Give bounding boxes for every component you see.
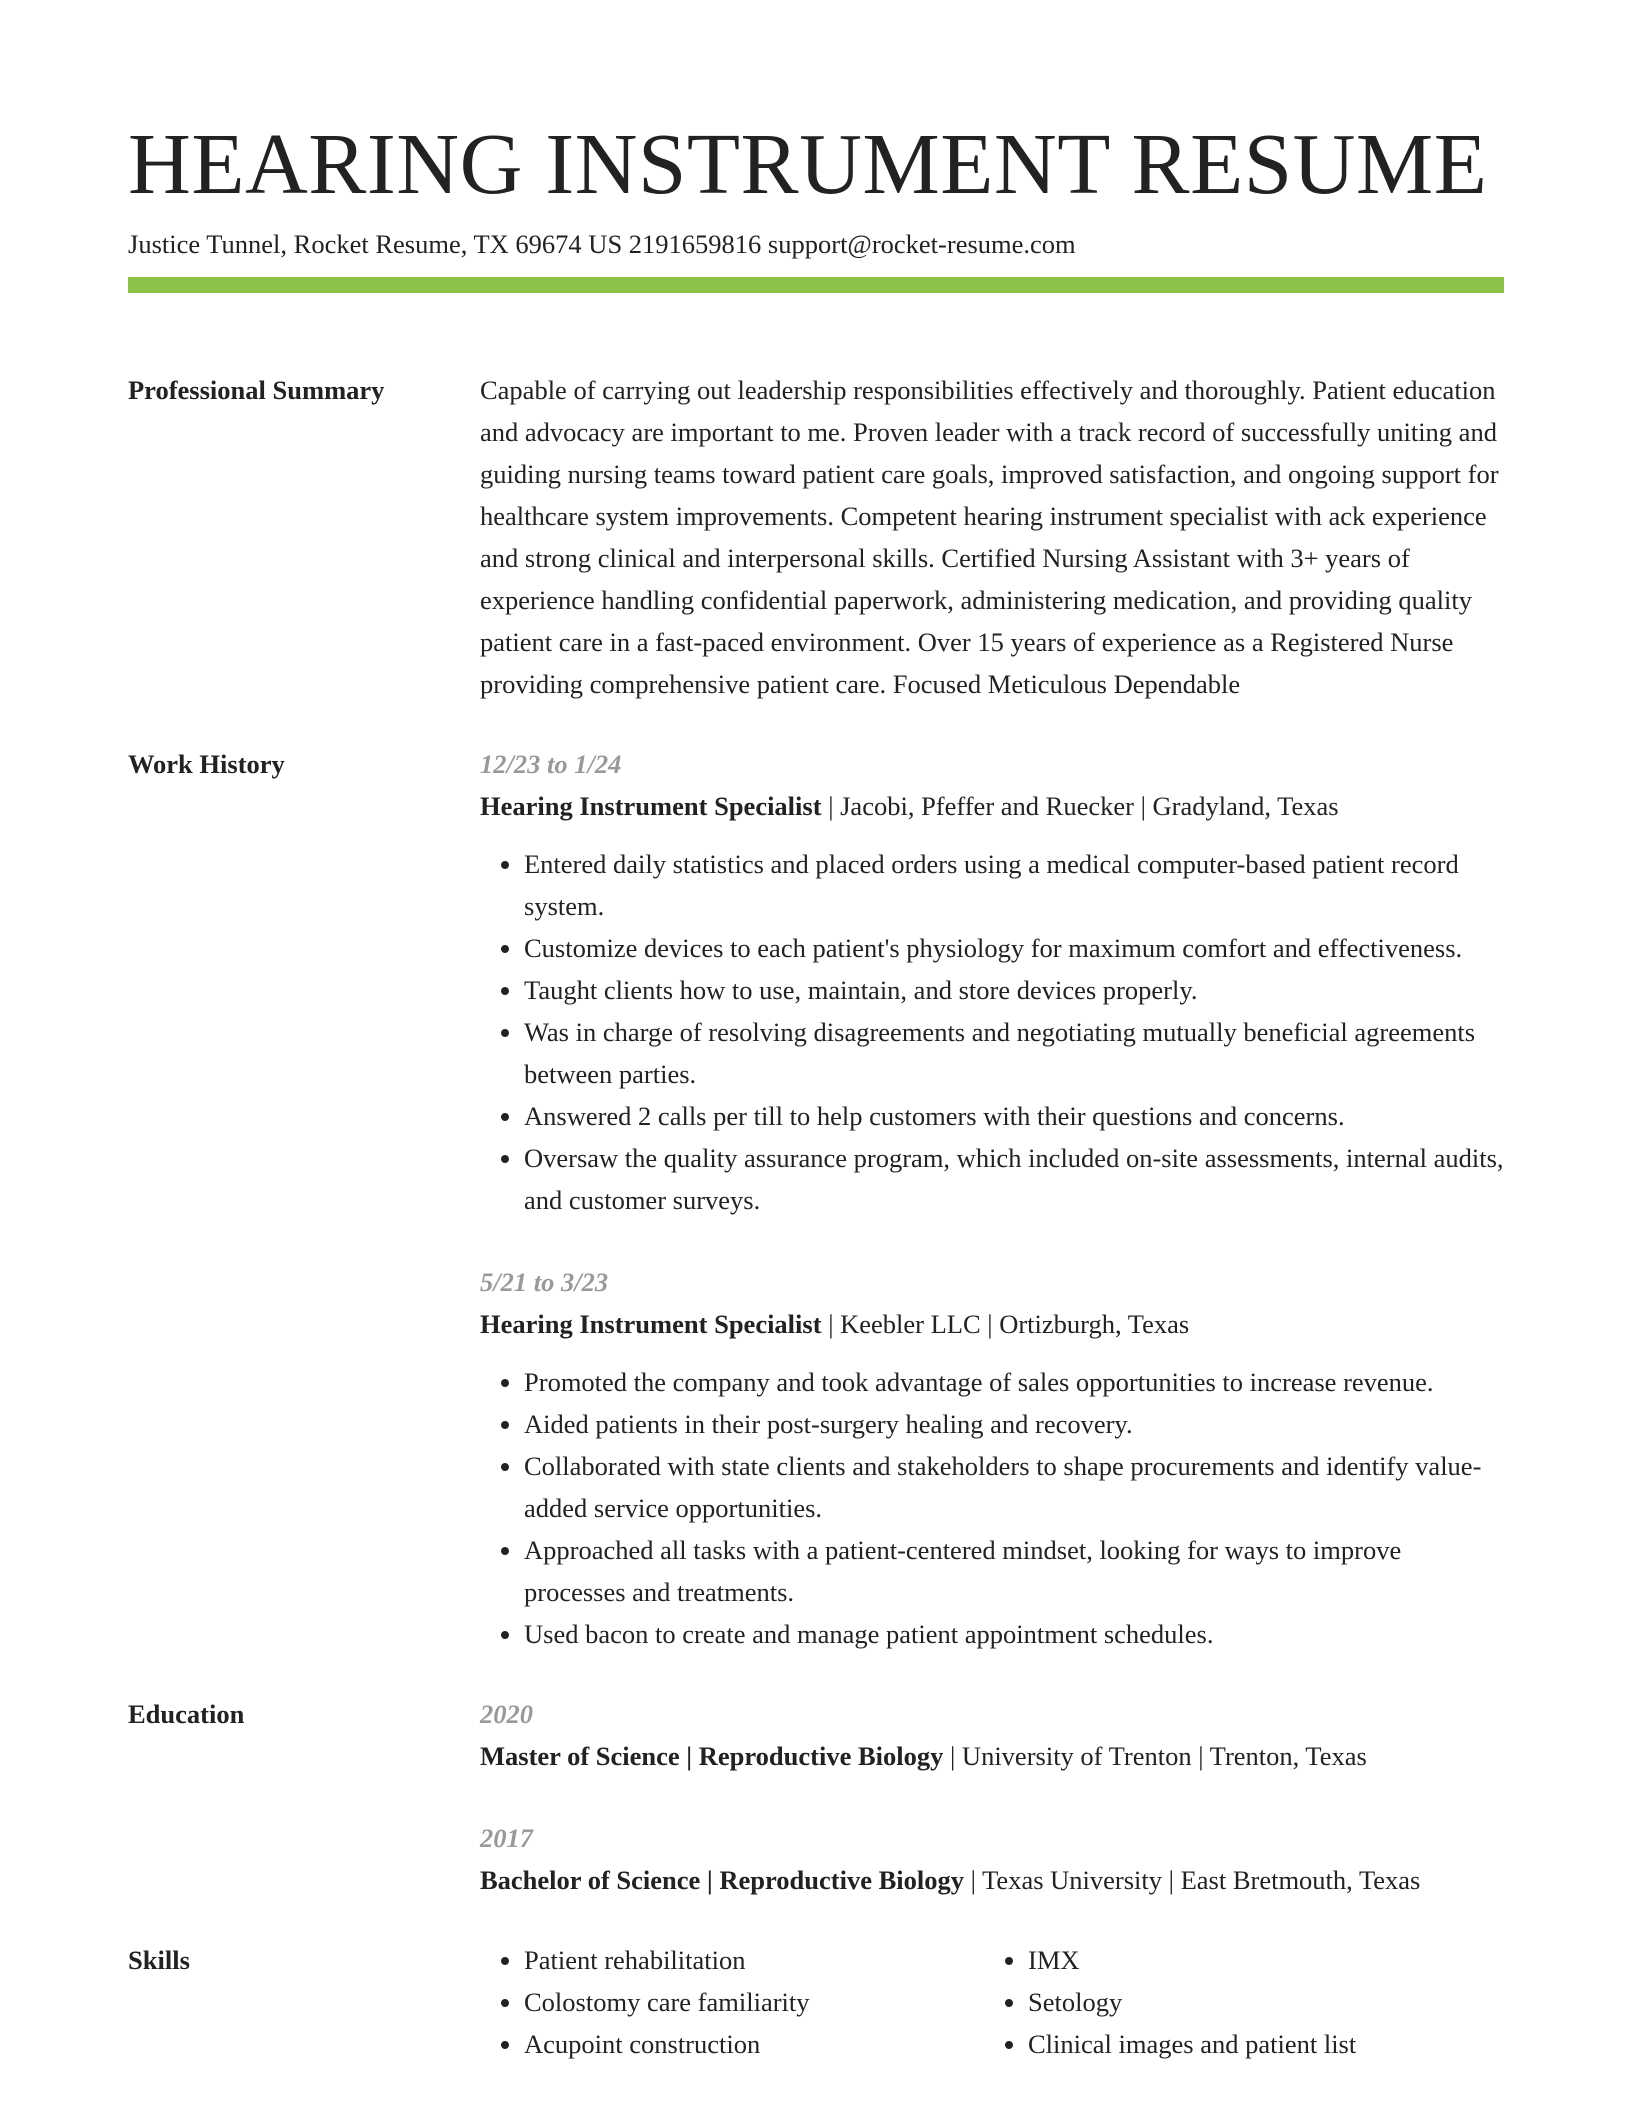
skills-label: Skills [128,1945,190,1976]
skill-item: • Clinical images and patient list [1028,2023,1488,2065]
list-item: • Answered 2 calls per till to help customers with their questions and concerns. [524,1095,1504,1137]
education-details: | University of Trenton | Trenton, Texas [943,1741,1367,1772]
job-title: Hearing Instrument Specialist [480,791,822,822]
summary-text: Capable of carrying out leadership responsibilities effectively and thoroughly. Patient education and advocacy are important to me. Proven leader with a track record of successfully uniting and guiding nursing teams toward patient care goals, improved satisfaction, and ongoing support for healthcare system improvements. Competent hearing instrument specialist with ack experience and strong clinical and interpersonal skills. Certified Nursing Assistant with 3+ years of experience handling confidential paperwork, administering medication, and providing quality patient care in a fast-paced environment. Over 15 years of experience as a Registered Nurse providing comprehensive patient care. Focused Meticulous Dependable [480,375,1499,700]
degree-name: Master of Science | Reproductive Biology [480,1741,944,1772]
skills-list-right [984,1939,1488,2065]
education-label: Education [128,1699,245,1730]
list-item: • Aided patients in their post-surgery healing and recovery. [524,1403,1504,1445]
summary-label: Professional Summary [128,375,385,406]
list-item: • Promoted the company and took advantage of sales opportunities to increase revenue. [524,1361,1504,1403]
skill-item: • Acupoint construction [524,2023,984,2065]
work-history-section [128,743,1504,1655]
contact-line: Justice Tunnel, Rocket Resume, TX 69674 US 2191659816 support@rocket-resume.com [128,229,1076,259]
work-history-label: Work History [128,749,285,780]
list-item: • Customize devices to each patient's physiology for maximum comfort and effectiveness. [524,927,1504,969]
job-bullets [480,843,1504,1221]
education-heading [480,1735,1504,1777]
skill-item: • Patient rehabilitation [524,1939,984,1981]
skill-item: • IMX [1028,1939,1488,1981]
job-heading [480,1303,1504,1345]
list-item: • Oversaw the quality assurance program, which included on-site assessments, internal audits, and customer surveys. [524,1137,1504,1221]
education-year: 2020 [480,1699,533,1730]
list-item: • Was in charge of resolving disagreements and negotiating mutually beneficial agreements between parties. [524,1011,1504,1095]
skills-columns [480,1939,1504,2065]
education-heading [480,1859,1504,1901]
education-entry [480,1817,1504,1901]
education-year: 2017 [480,1823,533,1854]
education-entry [480,1693,1504,1777]
list-item: • Approached all tasks with a patient-centered mindset, looking for ways to improve processes and treatments. [524,1529,1504,1613]
job-entry [480,743,1504,1221]
header-accent-rule [128,277,1504,293]
list-item: • Entered daily statistics and placed orders using a medical computer-based patient record system. [524,843,1504,927]
summary-section [128,369,1504,705]
education-section [128,1693,1504,1901]
list-item: • Taught clients how to use, maintain, and store devices properly. [524,969,1504,1011]
job-dates: 12/23 to 1/24 [480,749,622,780]
degree-name: Bachelor of Science | Reproductive Biology [480,1865,965,1896]
job-details: | Keebler LLC | Ortizburgh, Texas [821,1309,1190,1340]
job-dates: 5/21 to 3/23 [480,1267,609,1298]
job-details: | Jacobi, Pfeffer and Ruecker | Gradyland, Texas [821,791,1339,822]
resume-title: HEARING INSTRUMENT RESUME [128,115,1488,212]
job-entry [480,1261,1504,1655]
job-title: Hearing Instrument Specialist [480,1309,822,1340]
skill-item: • Setology [1028,1981,1488,2023]
skill-item: • Colostomy care familiarity [524,1981,984,2023]
education-details: | Texas University | East Bretmouth, Texas [964,1865,1421,1896]
list-item: • Collaborated with state clients and stakeholders to shape procurements and identify value-added service opportunities. [524,1445,1504,1529]
job-bullets [480,1361,1504,1655]
list-item: • Used bacon to create and manage patient appointment schedules. [524,1613,1504,1655]
skills-list-left [480,1939,984,2065]
skills-section [128,1939,1504,2065]
job-heading [480,785,1504,827]
